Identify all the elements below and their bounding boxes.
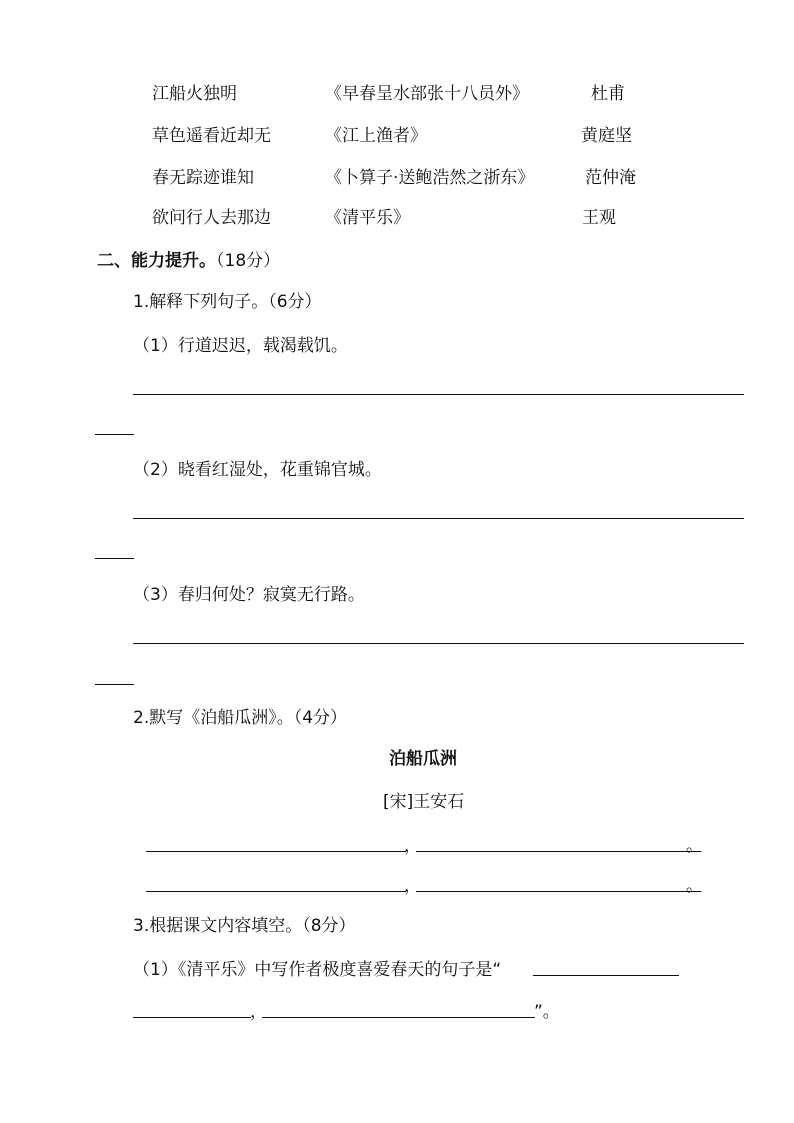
q1-item-2: （2）晓看红湿处，花重锦官城。	[133, 460, 382, 480]
fill-line[interactable]	[133, 1017, 251, 1018]
answer-line[interactable]	[133, 518, 744, 519]
q2-title: 2.默写《泊船瓜洲》。（4分）	[133, 708, 348, 728]
answer-line-tail[interactable]	[95, 558, 134, 559]
answer-line[interactable]	[133, 643, 744, 644]
poem-line: 欲问行人去那边	[152, 208, 271, 228]
answer-line-tail[interactable]	[95, 434, 134, 435]
q1-item-3: （3）春归何处？寂寞无行路。	[133, 585, 365, 605]
poem-author: 杜甫	[591, 84, 625, 104]
q3-item-1: （1）《清平乐》中写作者极度喜爱春天的句子是“	[133, 960, 502, 980]
q1-item-1: （1）行道迟迟，载渴载饥。	[133, 336, 348, 356]
recite-period: 。	[686, 836, 703, 856]
recite-comma: ，	[404, 876, 421, 896]
poem-byline: [宋]王安石	[383, 792, 465, 812]
poem-author: 范仲淹	[585, 168, 636, 188]
section-score: （18分）	[216, 251, 281, 271]
q1-title: 1.解释下列句子。（6分）	[133, 292, 322, 312]
poem-title: 《江上渔者》	[325, 126, 427, 146]
fill-comma: ，	[250, 1002, 267, 1022]
recite-period: 。	[686, 876, 703, 896]
poem-author: 王观	[582, 208, 616, 228]
poem-line: 春无踪迹谁知	[152, 168, 254, 188]
poem-line: 草色遥看近却无	[152, 126, 271, 146]
section-title: 二、能力提升。	[97, 251, 216, 271]
poem-heading: 泊船瓜洲	[389, 749, 457, 769]
q3-title: 3.根据课文内容填空。（8分）	[133, 916, 356, 936]
section-heading	[97, 253, 280, 270]
poem-title: 《早春呈水部张十八员外》	[325, 84, 529, 104]
poem-author: 黄庭坚	[581, 126, 632, 146]
poem-line: 江船火独明	[152, 84, 237, 104]
poem-title: 《卜算子·送鲍浩然之浙东》	[325, 168, 535, 188]
recite-line[interactable]	[416, 851, 701, 852]
fill-end: ”。	[534, 1002, 560, 1022]
recite-line[interactable]	[146, 851, 406, 852]
answer-line[interactable]	[133, 394, 744, 395]
recite-line[interactable]	[146, 891, 406, 892]
poem-title: 《清平乐》	[325, 208, 410, 228]
answer-line-tail[interactable]	[95, 684, 134, 685]
fill-line[interactable]	[262, 1017, 535, 1018]
fill-line[interactable]	[533, 975, 679, 976]
recite-comma: ，	[404, 836, 421, 856]
recite-line[interactable]	[416, 891, 701, 892]
